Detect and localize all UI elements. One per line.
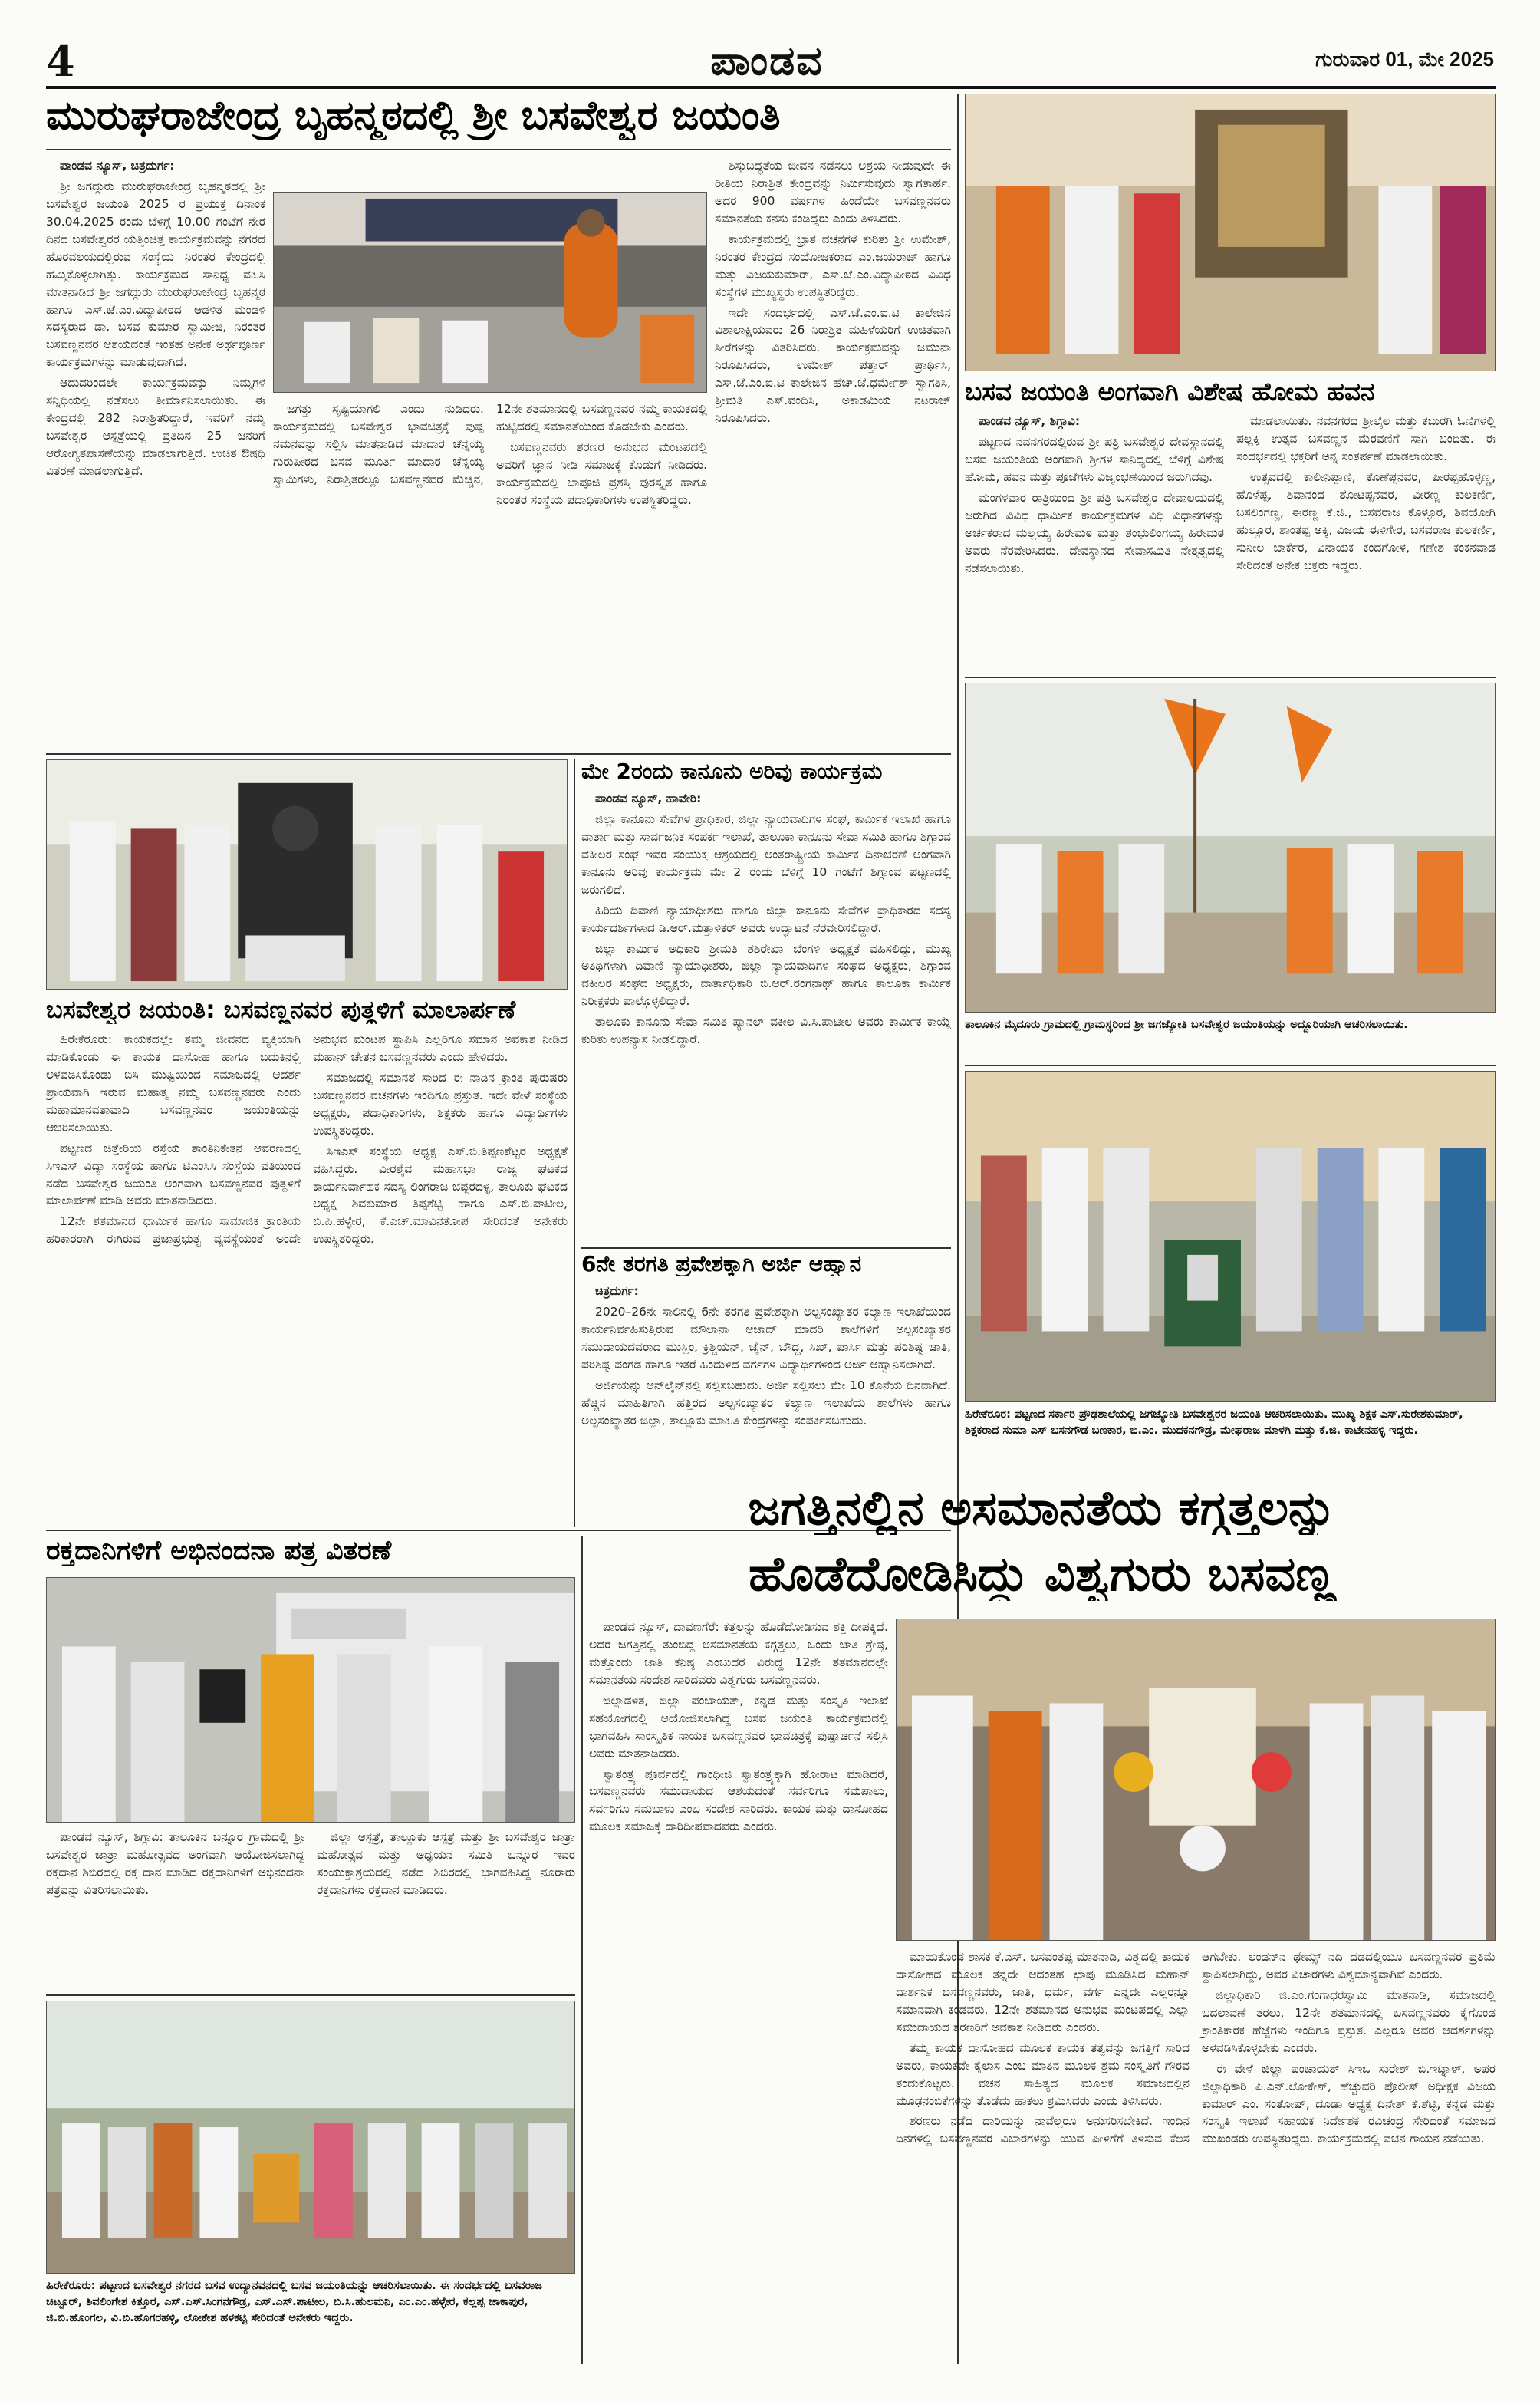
photo-stage-event (273, 192, 707, 393)
paragraph: ಶ್ರೀ ಜಗದ್ಗುರು ಮುರುಘರಾಜೇಂದ್ರ ಬೃಹನ್ಮಠದಲ್ಲಿ ಶ್ರೀ ಬಸವೇಶ್ವರ ಜಯಂತಿ 2025 ರ ಪ್ರಯುಕ್ತ ದಿನಾಂಕ 30.04.2025 ರಂದು ಬೆಳಿಗ್ಗೆ 10.00 ಗಂಟೆಗೆ ನೇರ ದಿನದ ಬಸವೇಶ್ವರರ ಯತ್ಕಿಂಚಿತ್ತ ಕಾರ್ಯಕ್ರಮವನ್ನು ನಗರದ ಹೊರವಲಯದಲ್ಲಿರುವ ಸಂಸ್ಥೆಯ ನಿರಂತರ ಕೇಂದ್ರದಲ್ಲಿ ಹಮ್ಮಿಕೊಳ್ಳಲಾಗಿತ್ತು. ಕಾರ್ಯಕ್ರಮದ ಸಾನಿಧ್ಯ ವಹಿಸಿ ಮಾತನಾಡಿದ ಶ್ರೀ ಜಗದ್ಗುರು ಮುರುಘರಾಜೇಂದ್ರ ಬೃಹನ್ಮಠ ಹಾಗೂ ಎಸ್.ಜೆ.ಎಂ.ವಿದ್ಯಾಪೀಠದ ಆಡಳಿತ ಮಂಡಳಿ ಸದಸ್ಯರಾದ ಡಾ. ಬಸವ ಕುಮಾರ ಸ್ವಾಮೀಜಿ, ನಿರಂತರ ಬಸವಣ್ಣನವರ ಆಶಯದಂತೆ ಇಂತಹ ಅನೇಕ ಅರ್ಥಪೂರ್ಣ ಕಾರ್ಯಕ್ರಮಗಳನ್ನು ಮಾಡುವುದಾಗಿದೆ. (46, 179, 265, 370)
paragraph: ಸಿಇಎಸ್ ಸಂಸ್ಥೆಯ ಅಧ್ಯಕ್ಷ ಎಸ್.ಬಿ.ತಿಪ್ಪಣಶೆಟ್ಟರ ಅಧ್ಯಕ್ಷತೆ ವಹಿಸಿದ್ದರು. ವೀರಶೈವ ಮಹಾಸಭಾ ರಾಜ್ಯ ಘಟಕದ ಕಾರ್ಯನಿರ್ವಾಹಕ ಸದಸ್ಯ ಲಿಂಗರಾಜ ಚಪ್ಪರದಳ್ಳಿ, ತಾಲೂಕು ಘಟಕದ ಅಧ್ಯಕ್ಷ ಶಿವಕುಮಾರ ತಿಪ್ಪಶೆಟ್ಟಿ ಹಾಗೂ ಎಸ್.ಬಿ.ಪಾಟೀಲ, ಬಿ.ಪಿ.ಹಳ್ಳೇರ, ಕೆ.ಎಚ್.ಮಾವಿನತೋಪ ಸೇರಿದಂತೆ ಅನೇಕರು ಉಪಸ್ಥಿತರಿದ್ದರು. (313, 1144, 568, 1247)
headline-admission: 6ನೇ ತರಗತಿ ಪ್ರವೇಶಕ್ಕಾಗಿ ಅರ್ಜಿ ಆಹ್ವಾನ (581, 1252, 862, 1276)
divider (965, 1065, 1496, 1066)
headline-world-line1: ಜಗತ್ತಿನಲ್ಲಿನ ಅಸಮಾನತೆಯ ಕಗ್ಗತ್ತಲನ್ನು (748, 1480, 1337, 1536)
paragraph: ಪಾಂಡವ ನ್ಯೂಸ್, ದಾವಣಗೆರೆ: ಕತ್ತಲನ್ನು ಹೊಡೆದೋಡಿಸುವ ಶಕ್ತಿ ದೀಪಕ್ಕಿದೆ. ಅದರ ಜಗತ್ತಿನಲ್ಲಿ ತುಂಬಿದ್ದ ಅಸಮಾನತೆಯ ಕಗ್ಗತ್ತಲು, ಒಂದು ಜಾತಿ ಶ್ರೇಷ್ಠ, ಮತ್ತೊಂದು ಜಾತಿ ಕನಿಷ್ಠ ಎಂಬುದರ ವಿರುದ್ಧ 12ನೇ ಶತಮಾನದಲ್ಲೇ ಸಮಾನತೆಯ ಸಂದೇಶ ಸಾರಿದವರು ವಿಶ್ವಗುರು ಬಸವಣ್ಣನವರು. (589, 1620, 888, 1687)
paragraph: ಮಾಡಲಾಯಿತು. ನವನಗರದ ಶ್ರೀಲೈಲ ಮತ್ತು ಕಬುರಗಿ ಓಣಿಗಳಲ್ಲಿ ಪಲ್ಲಕ್ಕಿ ಉತ್ಸವ ಬಸವಣ್ಣನ ಮೆರವಣಿಗೆ ಸಾಗಿ ಬಂದಿತು. ಈ ಸಂದರ್ಭದಲ್ಲಿ ಭಕ್ತರಿಗೆ ಅನ್ನ ಸಂತರ್ಪಣೆ ಮಾಡಲಾಯಿತು. (1236, 414, 1496, 463)
photo-garden-group (46, 2001, 575, 2274)
divider (581, 1247, 951, 1249)
paragraph: ಜಿಲ್ಲಾ ಕಾನೂನು ಸೇವೆಗಳ ಪ್ರಾಧಿಕಾರ, ಜಿಲ್ಲಾ ನ್ಯಾಯವಾದಿಗಳ ಸಂಘ, ಕಾರ್ಮಿಕ ಇಲಾಖೆ ಹಾಗೂ ವಾರ್ತಾ ಮತ್ತು ಸಾರ್ವಜನಿಕ ಸಂಪರ್ಕ ಇಲಾಖೆ, ತಾಲೂಕಾ ಕಾನೂನು ಸೇವಾ ಸಮಿತಿ ಹಾಗೂ ಶಿಗ್ಗಾಂವ ವಕೀಲರ ಸಂಘ ಇವರ ಸಂಯುಕ್ತ ಆಶ್ರಯದಲ್ಲಿ ಅಂತರಾಷ್ಟ್ರೀಯ ಕಾರ್ಮಿಕ ದಿನಾಚರಣೆ ಅಂಗವಾಗಿ ಕಾನೂನು ಅರಿವು ಕಾರ್ಯಕ್ರಮ ಮೇ 2 ರಂದು ಬೆಳಿಗ್ಗೆ 10 ಗಂಟೆಗೆ ಶಿಗ್ಗಾಂವ ಪಟ್ಟಣದಲ್ಲಿ ಜರುಗಲಿದೆ. (581, 812, 951, 897)
newspaper-title: ಪಾಂಡವ (710, 38, 824, 84)
paragraph: ತಮ್ಮ ಕಾಯಕ ದಾಸೋಹದ ಮೂಲಕ ಕಾಯಕ ತತ್ವವನ್ನು ಜಗತ್ತಿಗೆ ಸಾರಿದ ಅವರು, ಕಾಯಕವೇ ಕೈಲಾಸ ಎಂಬ ಮಾತಿನ ಮೂಲಕ ಶ್ರಮ ಸಂಸ್ಕೃತಿಗೆ ಗೌರವ ತಂದುಕೊಟ್ಟರು. ವಚನ ಸಾಹಿತ್ಯದ ಮೂಲಕ ಸಮಾಜದಲ್ಲಿನ ಮೂಢನಂಬಿಕೆಗಳನ್ನು ತೊಡೆದು ಹಾಕಲು ಶ್ರಮಿಸಿದರು ಎಂದು ತಿಳಿಸಿದರು. (896, 2040, 1190, 2108)
paragraph: ಪಟ್ಟಣದ ಚಿತ್ತೇರಿಯ ರಸ್ತೆಯ ಶಾಂತಿನಿಕೇತನ ಆವರಣದಲ್ಲಿ ಸಿಇಎಸ್ ವಿದ್ಯಾ ಸಂಸ್ಥೆಯ ಹಾಗೂ ಟಿಎಂಸಿಸಿ ಸಂಸ್ಥೆಯ ವತಿಯಿಂದ ನಡೆದ ಬಸವೇಶ್ವರ ಜಯಂತಿ ಅಂಗವಾಗಿ ಬಸವಣ್ಣನವರ ಪುತ್ಥಳಿಗೆ ಮಾಲಾರ್ಪಣೆ ಮಾಡಿ ಅವರು ಮಾತನಾಡಿದರು. (46, 1141, 301, 1208)
issue-date: ಗುರುವಾರ 01, ಮೇ 2025 (1315, 48, 1494, 71)
paragraph: ಇದೇ ಸಂದರ್ಭದಲ್ಲಿ ಎಸ್.ಜೆ.ಎಂ.ಐ.ಟಿ ಕಾಲೇಜಿನ ವಿಶಾಲಾಕ್ಷಿಯವರು 26 ನಿರಾಶ್ರಿತ ಮಹಿಳೆಯರಿಗೆ ಉಚಿತವಾಗಿ ಸೀರೆಗಳನ್ನು ವಿತರಿಸಿದರು. ಕಾರ್ಯಕ್ರಮವನ್ನು ಜಮುನಾ ನಿರೂಪಿಸಿದರು, ಉಮೇಶ್ ಪತ್ತಾರ್ ಪ್ರಾರ್ಥಿಸಿ, ಎಸ್.ಜೆ.ಎಂ.ಐ.ಟಿ ಕಾಲೇಜಿನ ಹೆಚ್.ಜೆ.ಧರ್ಮೇಶ್ ಸ್ವಾಗತಿಸಿ, ಶ್ರೀಮತಿ ಎಸ್.ವಂದಿಸಿ, ಅಕಾಡಮಿಯ ನಟರಾಜ್ ನಿರೂಪಿಸಿದರು. (715, 305, 951, 426)
dateline: ಪಾಂಡವ ನ್ಯೂಸ್, ಚಿತ್ರದುರ್ಗ: (60, 159, 175, 173)
column-rule (581, 1536, 583, 2364)
paragraph: ಈ ವೇಳೆ ಜಿಲ್ಲಾ ಪಂಚಾಯತ್ ಸಿಇಒ ಸುರೇಶ್ ಬಿ.ಇಟ್ನಾಳ್, ಅಪರ ಜಿಲ್ಲಾಧಿಕಾರಿ ಪಿ.ಎನ್.ಲೋಕೇಶ್, ಹೆಚ್ಚುವರಿ ಪೊಲೀಸ್ ಅಧೀಕ್ಷಕ ವಿಜಯ ಕುಮಾರ್ ಎಂ. ಸಂತೋಷ್, ದೂಡಾ ಅಧ್ಯಕ್ಷ ದಿನೇಶ್ ಕೆ.ಶೆಟ್ಟಿ, ಕನ್ನಡ ಮತ್ತು ಸಂಸ್ಕೃತಿ ಇಲಾಖೆ ಸಹಾಯಕ ನಿರ್ದೇಶಕ ರವಿಚಂದ್ರ ಸೇರಿದಂತೆ ಸಮಾಜದ ಮುಖಂಡರು ಉಪಸ್ಥಿತರಿದ್ದರು. ಕಾರ್ಯಕ್ರಮದಲ್ಲಿ ವಚನ ಗಾಯನ ನಡೆಯಿತು. (1202, 2061, 1496, 2146)
paragraph: ಶರಣರು ನಡೆದ ದಾರಿಯನ್ನು ನಾವೆಲ್ಲರೂ ಅನುಸರಿಸಬೇಕಿದೆ. ಇಂದಿನ ದಿನಗಳಲ್ಲಿ ಬಸವಣ್ಣನವರ ವಿಚಾರಗಳನ್ನು ಯುವ ಪೀಳಿಗೆಗೆ ತಿಳಿಸುವ ಕೆಲಸ ಆಗಬೇಕು. ಲಂಡನ್‌ನ ಥೇಮ್ಸ್ ನದಿ ದಡದಲ್ಲಿಯೂ ಬಸವಣ್ಣನವರ ಪ್ರತಿಮೆ ಸ್ಥಾಪಿಸಲಾಗಿದ್ದು, ಅವರ ವಿಚಾರಗಳು ವಿಶ್ವಮಾನ್ಯವಾಗಿವೆ ಎಂದರು. (896, 1950, 1496, 2146)
paragraph: ಸಮಾಜದಲ್ಲಿ ಸಮಾನತೆ ಸಾರಿದ ಈ ನಾಡಿನ ಕ್ರಾಂತಿ ಪುರುಷರು ಬಸವಣ್ಣನವರ ವಚನಗಳು ಇಂದಿಗೂ ಪ್ರಸ್ತುತ. ಇದೇ ವೇಳೆ ಸಂಸ್ಥೆಯ ಅಧ್ಯಕ್ಷರು, ಪದಾಧಿಕಾರಿಗಳು, ಶಿಕ್ಷಕರು ಹಾಗೂ ವಿದ್ಯಾರ್ಥಿಗಳು ಉಪಸ್ಥಿತರಿದ್ದರು. (313, 1070, 568, 1138)
divider (46, 1994, 575, 1996)
paragraph: ಮಾಯಕೊಂಡ ಶಾಸಕ ಕೆ.ಎಸ್. ಬಸವಂತಪ್ಪ ಮಾತನಾಡಿ, ವಿಶ್ವದಲ್ಲಿ ಕಾಯಕ ದಾಸೋಹದ ಮೂಲಕ ತನ್ನದೇ ಆದಂತಹ ಛಾಪು ಮೂಡಿಸಿದ ಮಹಾನ್ ದಾರ್ಶನಿಕ ಬಸವಣ್ಣನವರು, ಜಾತಿ, ಧರ್ಮ, ವರ್ಗ ಎನ್ನದೇ ಎಲ್ಲರನ್ನೂ ಸಮಾನವಾಗಿ ಕಂಡವರು. 12ನೇ ಶತಮಾನದ ಅನುಭವ ಮಂಟಪದಲ್ಲಿ ಎಲ್ಲಾ ಸಮುದಾಯದ ಶರಣರಿಗೆ ಅವಕಾಶ ನೀಡಿದರು ಎಂದರು. (896, 1950, 1190, 2034)
paragraph: ಪಾಂಡವ ನ್ಯೂಸ್, ಶಿಗ್ಗಾವಿ: ತಾಲೂಕಿನ ಬನ್ನೂರ ಗ್ರಾಮದಲ್ಲಿ ಶ್ರೀ ಬಸವೇಶ್ವರ ಜಾತ್ರಾ ಮಹೋತ್ಸವದ ಅಂಗವಾಗಿ ಆಯೋಜಿಸಲಾಗಿದ್ದ ರಕ್ತದಾನ ಶಿಬಿರದಲ್ಲಿ ರಕ್ತ ದಾನ ಮಾಡಿದ ರಕ್ತದಾನಿಗಳಿಗೆ ಅಭಿನಂದನಾ ಪತ್ರವನ್ನು ವಿತರಿಸಲಾಯಿತು. (46, 1830, 304, 1897)
paragraph: ಬಸವಣ್ಣನವರು ಶರಣರ ಅನುಭವ ಮಂಟಪದಲ್ಲಿ ಅವರಿಗೆ ಜ್ಞಾನ ನೀಡಿ ಸಮಾಜಕ್ಕೆ ಕೊಡುಗೆ ನೀಡಿದರು. ಕಾರ್ಯಕ್ರಮದಲ್ಲಿ ಬಾಪೂಜಿ ಪ್ರಶಸ್ತಿ ಪುರಸ್ಕೃತ ಹಾಗೂ ನಿರಂತರ ಸಂಸ್ಥೆಯ ಪದಾಧಿಕಾರಿಗಳು ಉಪಸ್ಥಿತರಿದ್ದರು. (496, 440, 707, 507)
dateline: ಪಾಂಡವ ನ್ಯೂಸ್, ಹಾವೇರಿ: (595, 792, 702, 805)
caption-flag-village: ತಾಲೂಕಿನ ಮೈದೂರು ಗ್ರಾಮದಲ್ಲಿ ಗ್ರಾಮಸ್ಥರಿಂದ ಶ್ರೀ ಜಗಜ್ಯೋತಿ ಬಸವೇಶ್ವರ ಜಯಂತಿಯನ್ನು ಅದ್ದೂರಿಯಾಗಿ ಆಚರಿಸಲಾಯಿತು. (965, 1019, 1408, 1031)
paragraph: 12ನೇ ಶತಮಾನದ ಧಾರ್ಮಿಕ ಹಾಗೂ ಸಾಮಾಜಿಕ ಕ್ರಾಂತಿಯ ಹರಿಕಾರರಾಗಿ ಈಗಿರುವ ಪ್ರಜಾಪ್ರಭುತ್ವ ವ್ಯವಸ್ಥೆಯಂತೆ ಅಂದೇ ಅನುಭವ ಮಂಟಪ ಸ್ಥಾಪಿಸಿ ಎಲ್ಲರಿಗೂ ಸಮಾನ ಅವಕಾಶ ನೀಡಿದ ಮಹಾನ್ ಚೇತನ ಬಸವಣ್ಣನವರು ಎಂದು ಹೇಳಿದರು. (46, 1033, 568, 1247)
photo-flag-village (965, 683, 1496, 1013)
paragraph: ಮಂಗಳವಾರ ರಾತ್ರಿಯಿಂದ ಶ್ರೀ ಪತ್ರಿ ಬಸವೇಶ್ವರ ದೇವಾಲಯದಲ್ಲಿ ಜರುಗಿದ ವಿವಿಧ ಧಾರ್ಮಿಕ ಕಾರ್ಯಕ್ರಮಗಳ ವಿಧಿ ವಿಧಾನಗಳನ್ನು ಅರ್ಚಕರಾದ ಮಲ್ಲಯ್ಯ ಹಿರೇಮಠ ಮತ್ತು ಶಂಭುಲಿಂಗಯ್ಯ ಹಿರೇಮಠ ಅವರು ನೆರವೇರಿಸಿದರು. ದೇವಸ್ಥಾನದ ಸೇವಾಸಮಿತಿ ನೇತೃತ್ವದಲ್ಲಿ ನಡೆಸಲಾಯಿತು. (965, 490, 1224, 575)
article-law (581, 790, 951, 1243)
headline-blood: ರಕ್ತದಾನಿಗಳಿಗೆ ಅಭಿನಂದನಾ ಪತ್ರ ವಿತರಣೆ (46, 1536, 392, 1566)
article-world-intro (589, 1619, 888, 2248)
column-rule (574, 759, 575, 1527)
paragraph: ಜಿಲ್ಲಾ ಕಾರ್ಮಿಕ ಅಧಿಕಾರಿ ಶ್ರೀಮತಿ ಶಶಿರೇಖಾ ಬೆಂಗಳಿ ಅಧ್ಯಕ್ಷತೆ ವಹಿಸಲಿದ್ದು, ಮುಖ್ಯ ಅತಿಥಿಗಳಾಗಿ ದಿವಾಣಿ ನ್ಯಾಯಾಧೀಶರು, ಜಿಲ್ಲಾ ನ್ಯಾಯವಾದಿಗಳ ಸಂಘದ ಅಧ್ಯಕ್ಷರು, ಶಿಗ್ಗಾಂವ ವಕೀಲರ ಸಂಘದ ಅಧ್ಯಕ್ಷರು, ವಾರ್ತಾಧಿಕಾರಿ ಬಿ.ಆರ್.ರಂಗನಾಥ್ ಹಾಗೂ ತಾಲೂಕಾ ಕಾರ್ಮಿಕ ನಿರೀಕ್ಷಕರು ಪಾಲ್ಗೊಳ್ಳಲಿದ್ದಾರೆ. (581, 941, 951, 1009)
paragraph: ಜಗತ್ತು ಸೃಷ್ಟಿಯಾಗಲಿ ಎಂದು ನುಡಿದರು. ಕಾರ್ಯಕ್ರಮದಲ್ಲಿ ಬಸವೇಶ್ವರ ಭಾವಚಿತ್ರಕ್ಕೆ ಪುಷ್ಪ ನಮನವನ್ನು ಸಲ್ಲಿಸಿ ಮಾತನಾಡಿದ ಮಾದಾರ ಚೆನ್ನಯ್ಯ ಗುರುಪೀಠದ ಬಸವ ಮೂರ್ತಿ ಮಾದಾರ ಚೆನ್ನಯ್ಯ ಸ್ವಾಮಿಗಳು, ನಿರಾಶ್ರಿತರಲ್ಲೂ ಬಸವಣ್ಣನವರ ಮೆಚ್ಚಿನ, 12ನೇ ಶತಮಾನದಲ್ಲಿ ಬಸವಣ್ಣನವರ ನಮ್ಮ ಕಾಯಕದಲ್ಲಿ ಹುಟ್ಟಿದರಲ್ಲಿ ಸಮಾನತೆಯಿಂದ ಕೊಡಬೇಕು ಎಂದರು. (273, 402, 707, 486)
paragraph: ಅರ್ಜಿಯನ್ನು ಆನ್‌ಲೈನ್‌ನಲ್ಲಿ ಸಲ್ಲಿಸಬಹುದು. ಅರ್ಜಿ ಸಲ್ಲಿಸಲು ಮೇ 10 ಕೊನೆಯ ದಿನವಾಗಿದೆ. ಹೆಚ್ಚಿನ ಮಾಹಿತಿಗಾಗಿ ಹತ್ತಿರದ ಅಲ್ಪಸಂಖ್ಯಾತರ ಕಲ್ಯಾಣ ಇಲಾಖೆಯ ಶಾಲೆಗಳು ಹಾಗೂ ಅಲ್ಪಸಂಖ್ಯಾತರ ಜಿಲ್ಲಾ, ತಾಲ್ಲೂಕು ಮಾಹಿತಿ ಕೇಂದ್ರಗಳನ್ನು ಸಂಪರ್ಕಿಸಬಹುದು. (581, 1378, 951, 1428)
divider (46, 753, 951, 755)
caption-school: ಹಿರೇಕೆರೂರ: ಪಟ್ಟಣದ ಸರ್ಕಾರಿ ಪ್ರೌಢಶಾಲೆಯಲ್ಲಿ ಜಗಜ್ಯೋತಿ ಬಸವೇಶ್ವರರ ಜಯಂತಿ ಆಚರಿಸಲಾಯಿತು. ಮುಖ್ಯ ಶಿಕ್ಷಕ ಎಸ್.ಸುರೇಶಕುಮಾರ್, ಶಿಕ್ಷಕರಾದ ಸುಮಾ ಎಸ್ ಬಸನಗೌಡ ಬಣಕಾರ, ಬಿ.ಎಂ. ಮುದಕನಗೌಡ್ರ, ಮೇಘರಾಜ ಮಾಳಗಿ ಮತ್ತು ಕೆ.ಜಿ. ಕಾಟೇನಹಳ್ಳಿ ಇದ್ದರು. (965, 1408, 1463, 1438)
paragraph: ಹಿರಿಯ ದಿವಾಣಿ ನ್ಯಾಯಾಧೀಶರು ಹಾಗೂ ಜಿಲ್ಲಾ ಕಾನೂನು ಸೇವೆಗಳ ಪ್ರಾಧಿಕಾರದ ಸದಸ್ಯ ಕಾರ್ಯದರ್ಶಿಗಳಾದ ಡಿ.ಆರ್.ಮತ್ತಾಳಿಕರ್ ಅವರು ಉದ್ಘಾಟನೆ ನೆರವೇರಿಸಲಿದ್ದಾರೆ. (581, 903, 951, 935)
paragraph: ಕಾರ್ಯಕ್ರಮದಲ್ಲಿ ಭ್ರಾತ ವಚನಗಳ ಕುರಿತು ಶ್ರೀ ಉಮೇಶ್, ನಿರಂತರ ಕೇಂದ್ರದ ಸಂಯೋಜಕರಾದ ಎಂ.ಜಯರಾಜ್ ಹಾಗೂ ಮತ್ತು ವಿಜಯಕುಮಾರ್, ಎಸ್.ಜೆ.ಎಂ.ವಿದ್ಯಾಪೀಠದ ವಿವಿಧ ಸಂಸ್ಥೆಗಳ ಮುಖ್ಯಸ್ಥರು ಉಪಸ್ಥಿತರಿದ್ದರು. (715, 232, 951, 299)
page-number: 4 (46, 37, 75, 86)
headline-homa: ಬಸವ ಜಯಂತಿ ಅಂಗವಾಗಿ ವಿಶೇಷ ಹೋಮ ಹವನ (965, 377, 1375, 407)
article-world-lower (896, 1948, 1496, 2363)
article-garland (46, 1031, 568, 1523)
photo-certificate (46, 1577, 575, 1823)
article-homa (965, 413, 1496, 672)
photo-garland-statue (46, 759, 568, 990)
paragraph: ಸ್ವಾತಂತ್ರ್ಯ ಪೂರ್ವದಲ್ಲಿ ಗಾಂಧೀಜಿ ಸ್ವಾತಂತ್ರ್ಯಕ್ಕಾಗಿ ಹೋರಾಟ ಮಾಡಿದರೆ, ಬಸವಣ್ಣನವರು ಸಮುದಾಯದ ಆಶಯದಂತೆ ಸರ್ವರಿಗೂ ಸಮಪಾಲು, ಸರ್ವರಿಗೂ ಸಮಬಾಳು ಎಂಬ ಸಂದೇಶ ಸಾರಿದರು. ಕಾಯಕ ಮತ್ತು ದಾಸೋಹದ ಮೂಲಕ ಸಮಾಜಕ್ಕೆ ದಾರಿದೀಪವಾದವರು ಎಂದರು. (589, 1767, 888, 1834)
paragraph: ಹಿರೇಕೆರೂರು: ಕಾಯಕದಲ್ಲೇ ತಮ್ಮ ಜೀವನದ ವ್ಯಕ್ತಿಯಾಗಿ ಮಾಡಿಕೊಂಡು ಈ ಕಾಯಕ ದಾಸೋಹ ಹಾಗೂ ಬದುಕಿನಲ್ಲಿ ಅಳವಡಿಸಿಕೊಂಡು ಬಿಸಿ ಮುಷ್ಟಿಯಿಂದ ಸಮಾಜದಲ್ಲಿ ಆದರ್ಶ ಪ್ರಾಯವಾಗಿ ಇರುವ ಮಹಾತ್ಮ ನಮ್ಮ ಬಸವಣ್ಣನವರು ಎಂದು ಮಹಾಮಾನವತಾವಾದಿ ಬಸವಣ್ಣನವರ ಜಯಂತಿಯನ್ನು ಆಚರಿಸಲಾಯಿತು. (46, 1033, 301, 1135)
caption-garden: ಹಿರೇಕೆರೂರು: ಪಟ್ಟಣದ ಬಸವೇಶ್ವರ ನಗರದ ಬಸವ ಉದ್ಯಾನವನದಲ್ಲಿ ಬಸವ ಜಯಂತಿಯನ್ನು ಆಚರಿಸಲಾಯಿತು. ಈ ಸಂದರ್ಭದಲ್ಲಿ ಬಸವರಾಜ ಚಿಟ್ಟೂರ್, ಶಿವಲಿಂಗೇಶ ಕಿತ್ತೂರ, ಎಸ್.ಎಸ್.ಸಿಂಗನಗೌಡ್ರ, ಎಸ್.ಎಸ್.ಪಾಟೀಲ, ಬಿ.ಸಿ.ಹುಲಮನಿ, ಎಂ.ಎಂ.ಹಳ್ಳೇರ, ಕಲ್ಲಪ್ಪ ಚಾಕಾಪುರ, ಜಿ.ಬಿ.ಹೊಂಗಲ, ವಿ.ಬಿ.ಹೊಗರಹಳ್ಳಿ, ಲೋಕೇಶ ಹಳಕಟ್ಟಿ ಸೇರಿದಂತೆ ಅನೇಕರು ಇದ್ದರು. (46, 2280, 542, 2325)
article-murugha-col4 (715, 157, 951, 748)
article-murugha-col1 (46, 157, 265, 748)
photo-school-group (965, 1071, 1496, 1402)
paragraph: ಜಿಲ್ಲಾಧಿಕಾರಿ ಜಿ.ಎಂ.ಗಂಗಾಧರಸ್ವಾಮಿ ಮಾತನಾಡಿ, ಸಮಾಜದಲ್ಲಿ ಬದಲಾವಣೆ ತರಲು, 12ನೇ ಶತಮಾನದಲ್ಲಿ ಬಸವಣ್ಣನವರು ಕೈಗೊಂಡ ಕ್ರಾಂತಿಕಾರಕ ಹೆಜ್ಜೆಗಳು ಇಂದಿಗೂ ಪ್ರಸ್ತುತ. ಎಲ್ಲರೂ ಅವರ ಆದರ್ಶಗಳನ್ನು ಅಳವಡಿಸಿಕೊಳ್ಳಬೇಕು ಎಂದರು. (1202, 1988, 1496, 2055)
paragraph: ತಾಲೂಕು ಕಾನೂನು ಸೇವಾ ಸಮಿತಿ ಪ್ಯಾನಲ್ ವಕೀಲ ವಿ.ಸಿ.ಪಾಟೀಲ ಅವರು ಕಾರ್ಮಿಕ ಕಾಯ್ದೆ ಕುರಿತು ಉಪನ್ಯಾಸ ನೀಡಲಿದ್ದಾರೆ. (581, 1015, 951, 1047)
divider (46, 149, 951, 150)
paragraph: ಶಿಸ್ತುಬದ್ಧತೆಯ ಜೀವನ ನಡೆಸಲು ಅಶ್ರಯ ನೀಡುವುದೇ ಈ ರೀತಿಯ ನಿರಾಶ್ರಿತ ಕೇಂದ್ರವನ್ನು ನಿರ್ಮಿಸುವುದು ಸ್ವಾಗತಾರ್ಹ. ಅದರ 900 ವರ್ಷಗಳ ಹಿಂದೆಯೇ ಬಸವಣ್ಣನವರು ಸಮಾನತೆಯ ಕನಸು ಕಂಡಿದ್ದರು ಎಂದು ತಿಳಿಸಿದರು. (715, 159, 951, 226)
paragraph: ಜಿಲ್ಲಾ ಆಸ್ಪತ್ರೆ, ತಾಲ್ಲೂಕು ಆಸ್ಪತ್ರೆ ಮತ್ತು ಶ್ರೀ ಬಸವೇಶ್ವರ ಜಾತ್ರಾ ಮಹೋತ್ಸವ ಮತ್ತು ಅಧ್ಯಯನ ಸಮಿತಿ ಬನ್ನೂರ ಇವರ ಸಂಯುಕ್ತಾಶ್ರಯದಲ್ಲಿ ನಡೆದ ಶಿಬಿರದಲ್ಲಿ ಭಾಗವಹಿಸಿದ್ದ ನೂರಾರು ರಕ್ತದಾನಿಗಳು ರಕ್ತದಾನ ಮಾಡಿದರು. (317, 1830, 575, 1897)
dateline: ಪಾಂಡವ ನ್ಯೂಸ್, ಶಿಗ್ಗಾವಿ: (979, 414, 1081, 428)
paragraph: ಜಿಲ್ಲಾಡಳಿತ, ಜಿಲ್ಲಾ ಪಂಚಾಯತ್, ಕನ್ನಡ ಮತ್ತು ಸಂಸ್ಕೃತಿ ಇಲಾಖೆ ಸಹಯೋಗದಲ್ಲಿ ಆಯೋಜಿಸಲಾಗಿದ್ದ ಬಸವ ಜಯಂತಿ ಕಾರ್ಯಕ್ರಮದಲ್ಲಿ ಭಾಗವಹಿಸಿ ಸಾಂಸ್ಕೃತಿಕ ನಾಯಕ ಬಸವಣ್ಣನವರ ಭಾವಚಿತ್ರಕ್ಕೆ ಪುಷ್ಪಾರ್ಚನೆ ಸಲ್ಲಿಸಿ ಅವರು ಮಾತನಾಡಿದರು. (589, 1693, 888, 1760)
headline-garland: ಬಸವೇಶ್ವರ ಜಯಂತಿ: ಬಸವಣ್ಣನವರ ಪುತ್ಥಳಿಗೆ ಮಾಲಾರ್ಪಣೆ (46, 996, 516, 1024)
headline-world-line2: ಹೊಡೆದೋಡಿಸಿದ್ದು ವಿಶ್ವಗುರು ಬಸವಣ್ಣ (749, 1546, 1336, 1602)
dateline: ಚಿತ್ರದುರ್ಗ: (595, 1284, 639, 1298)
photo-portrait-flowers (896, 1619, 1496, 1941)
paragraph: ಪಟ್ಟಣದ ನವನಗರದಲ್ಲಿರುವ ಶ್ರೀ ಪತ್ರಿ ಬಸವೇಶ್ವರ ದೇವಸ್ಥಾನದಲ್ಲಿ ಬಸವ ಜಯಂತಿಯ ಅಂಗವಾಗಿ ಶ್ರೀಗಳ ಸಾನಿಧ್ಯದಲ್ಲಿ ಬೆಳಿಗ್ಗೆ ವಿಶೇಷ ಹೋಮ, ಹವನ ಮತ್ತು ಪೂಜೆಗಳು ವಿಜೃಂಭಣೆಯಿಂದ ಜರುಗಿದವು. (965, 434, 1224, 484)
headline-law: ಮೇ 2ರಂದು ಕಾನೂನು ಅರಿವು ಕಾರ್ಯಕ್ರಮ (581, 759, 883, 784)
paragraph: ಉತ್ಸವದಲ್ಲಿ ಕಾಲೀನಿಪ್ಪಾಣಿ, ಕೊಣೆಪ್ಪನವರ, ಪೀರಪ್ಪಹೊಳ್ಳಣ್ಣ, ಹೊಳೆಪ್ಪ, ಶಿವಾನಂದ ತೋಟಪ್ಪನವರ, ವೀರಣ್ಣ ಕುಲಕರ್ಣಿ, ಬಸಲಿಂಗಣ್ಣ, ಈರಣ್ಣ ಕೆ.ಜಿ., ಬಸವರಾಜ ಕೊಳ್ಳೂರ, ಶಿವಯೋಗಿ ಹುಲ್ಲೂರ, ಶಾಂತಪ್ಪ ಅಕ್ಕಿ, ವಿಜಯ ಈಳಿಗೇರ, ಬಸವರಾಜ ಕುಲಕರ್ಣಿ, ಸುನೀಲ ಬಾರ್ಕೆರ, ವಿನಾಯಕ ಕಂದಗೋಳ, ಗಣೇಶ ಕಂಕನವಾಡ ಸೇರಿದಂತೆ ಅನೇಕ ಭಕ್ತರು ಇದ್ದರು. (1236, 469, 1496, 572)
paragraph: ಆದುದರಿಂದಲೇ ಕಾರ್ಯಕ್ರಮವನ್ನು ನಿಮ್ಮಗಳ ಸನ್ನಿಧಿಯಲ್ಲಿ ನಡೆಸಲು ತೀರ್ಮಾನಿಸಲಾಯಿತು. ಈ ಕೇಂದ್ರದಲ್ಲಿ 282 ನಿರಾಶ್ರಿತರಿದ್ದಾರೆ, ಇವರಿಗೆ ನಮ್ಮ ಬಸವೇಶ್ವರ ಆಸ್ಪತ್ರೆಯಲ್ಲಿ ಪ್ರತಿದಿನ 25 ಜನರಿಗೆ ಆರೋಗ್ಯತಪಾಸಣೆಯನ್ನು ಮಾಡಲಾಗುತ್ತಿದೆ. ಉಚಿತ ಔಷಧಿ ವಿತರಣೆ ಮಾಡಲಾಗುತ್ತಿದೆ. (46, 376, 265, 478)
paragraph: 2020–26ನೇ ಸಾಲಿನಲ್ಲಿ 6ನೇ ತರಗತಿ ಪ್ರವೇಶಕ್ಕಾಗಿ ಅಲ್ಪಸಂಖ್ಯಾತರ ಕಲ್ಯಾಣ ಇಲಾಖೆಯಿಂದ ಕಾರ್ಯನಿರ್ವಹಿಸುತ್ತಿರುವ ಮೌಲಾನಾ ಆಜಾದ್ ಮಾದರಿ ಶಾಲೆಗಳಿಗೆ ಅಲ್ಪಸಂಖ್ಯಾತರ ಸಮುದಾಯದವರಾದ ಮುಸ್ಲಿಂ, ಕ್ರಿಶ್ಚಿಯನ್, ಜೈನ್, ಬೌದ್ಧ, ಸಿಖ್, ಪಾರ್ಸಿ ಮತ್ತು ಪರಿಶಿಷ್ಟ ಜಾತಿ, ಪರಿಶಿಷ್ಟ ಪಂಗಡ ಹಾಗೂ ಇತರೆ ಹಿಂದುಳಿದ ವರ್ಗಗಳ ವಿದ್ಯಾರ್ಥಿಗಳಿಂದ ಅರ್ಜಿ ಆಹ್ವಾನಿಸಲಾಗಿದೆ. (581, 1304, 951, 1372)
photo-temple-group (965, 94, 1496, 371)
headline-murugha: ಮುರುಘರಾಜೇಂದ್ರ ಬೃಹನ್ಮಠದಲ್ಲಿ ಶ್ರೀ ಬಸವೇಶ್ವರ ಜಯಂತಿ (46, 94, 781, 139)
article-murugha-lower (273, 400, 707, 748)
article-blood (46, 1829, 575, 1990)
masthead-rule (46, 86, 1496, 89)
divider (965, 677, 1496, 678)
